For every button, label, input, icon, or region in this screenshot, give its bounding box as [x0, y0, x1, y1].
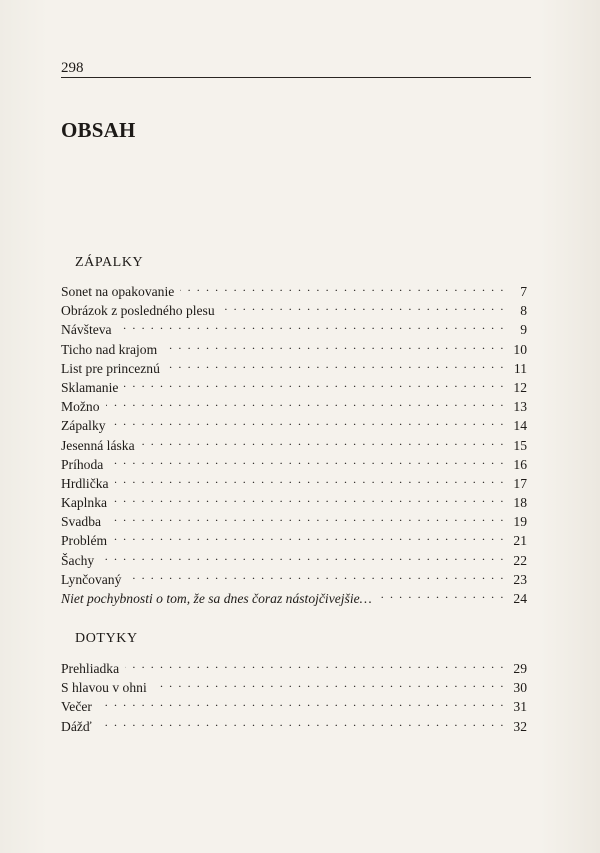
toc-entry-title: Príhoda: [61, 456, 104, 472]
toc-entry-page: 31: [513, 699, 527, 715]
toc-entry-page: 16: [513, 456, 527, 472]
dot-leader: [107, 512, 505, 526]
toc-entry: [61, 659, 527, 678]
dot-leader: [125, 659, 505, 673]
toc-entry-title: Návšteva: [61, 322, 112, 338]
toc-entry: [61, 282, 527, 301]
toc-entry: [61, 717, 527, 736]
toc-entry: [61, 512, 527, 531]
toc-entry: [61, 455, 527, 474]
page-title: OBSAH: [61, 118, 136, 142]
dot-leader: [115, 474, 505, 488]
toc-list-zapalky: [61, 282, 527, 608]
toc-entry-page: 32: [513, 718, 527, 734]
dot-leader: [109, 455, 505, 469]
toc-entry-title: Problém: [61, 533, 108, 549]
toc-entry-title: S hlavou v ohni: [61, 680, 147, 696]
dot-leader: [113, 493, 505, 507]
toc-entry-page: 21: [513, 533, 527, 549]
toc-entry: [61, 551, 527, 570]
toc-entry: [61, 678, 527, 697]
dot-leader: [127, 570, 505, 584]
toc-entry-page: 29: [513, 661, 527, 676]
toc-entry-page: 23: [513, 571, 527, 587]
toc-entry-title: Lynčovaný: [61, 571, 122, 587]
dot-leader: [98, 717, 505, 731]
toc-entry-page: 15: [513, 437, 527, 453]
dot-leader: [221, 301, 505, 315]
toc-list-dotyky: [61, 659, 527, 736]
dot-leader: [153, 678, 505, 692]
dot-leader: [106, 397, 505, 411]
toc-entry-page: 17: [513, 475, 527, 491]
toc-entry-page: 30: [513, 680, 527, 696]
toc-entry-page: 9: [520, 322, 527, 338]
dot-leader: [124, 378, 505, 392]
section-heading-dotyky: DOTYKY: [75, 631, 138, 646]
toc-entry-title: Sklamanie: [61, 379, 119, 395]
toc-entry-title: Jesenná láska: [61, 437, 135, 453]
toc-entry: [61, 301, 527, 320]
toc-entry: [61, 570, 527, 589]
dot-leader: [118, 320, 505, 334]
dot-leader: [100, 551, 505, 565]
toc-entry-title: Možno: [61, 399, 100, 415]
dot-leader: [180, 282, 505, 296]
toc-entry: [61, 697, 527, 716]
page-number: 298: [61, 60, 84, 76]
dot-leader: [112, 416, 505, 430]
toc-entry-page: 18: [513, 495, 527, 511]
dot-leader: [98, 697, 505, 711]
toc-entry-title: Sonet na opakovanie: [61, 284, 175, 299]
toc-entry-page: 11: [513, 360, 527, 376]
toc-entry-title: Svadba: [61, 514, 102, 530]
toc-entry-title: Niet pochybnosti o tom, že sa dnes čoraz nástojčivejšie…: [61, 591, 372, 606]
toc-entry: [61, 397, 527, 416]
toc-entry-page: 24: [513, 591, 527, 606]
toc-entry: [61, 416, 527, 435]
toc-entry-page: 8: [520, 303, 527, 319]
toc-entry: [61, 436, 527, 455]
toc-entry: [61, 493, 527, 512]
toc-entry: [61, 340, 527, 359]
toc-entry-title: Dážď: [61, 718, 92, 734]
toc-entry-title: Zápalky: [61, 418, 106, 434]
toc-entry-title: Obrázok z posledného plesu: [61, 303, 215, 319]
dot-leader: [141, 436, 505, 450]
toc-entry-page: 12: [513, 379, 527, 395]
toc-entry: [61, 320, 527, 339]
dot-leader: [166, 359, 505, 373]
toc-entry-title: Prehliadka: [61, 661, 120, 676]
toc-entry: [61, 378, 527, 397]
toc-entry-page: 13: [513, 399, 527, 415]
toc-entry-page: 7: [520, 284, 527, 299]
toc-entry-page: 10: [513, 341, 527, 357]
toc-entry: [61, 589, 527, 608]
toc-entry-title: Kaplnka: [61, 495, 108, 511]
toc-entry: [61, 474, 527, 493]
toc-entry-title: List pre princeznú: [61, 360, 160, 376]
toc-entry-title: Šachy: [61, 552, 95, 568]
toc-entry-title: Ticho nad krajom: [61, 341, 158, 357]
dot-leader: [378, 589, 505, 603]
header-rule: [61, 77, 531, 78]
toc-entry-page: 14: [513, 418, 527, 434]
toc-entry-page: 19: [513, 514, 527, 530]
toc-entry-title: Večer: [61, 699, 92, 715]
section-heading-zapalky: ZÁPALKY: [75, 255, 144, 270]
toc-entry-page: 22: [513, 552, 527, 568]
toc-entry: [61, 359, 527, 378]
toc-entry-title: Hrdlička: [61, 475, 109, 491]
dot-leader: [163, 340, 505, 354]
toc-entry: [61, 531, 527, 550]
dot-leader: [113, 531, 505, 545]
